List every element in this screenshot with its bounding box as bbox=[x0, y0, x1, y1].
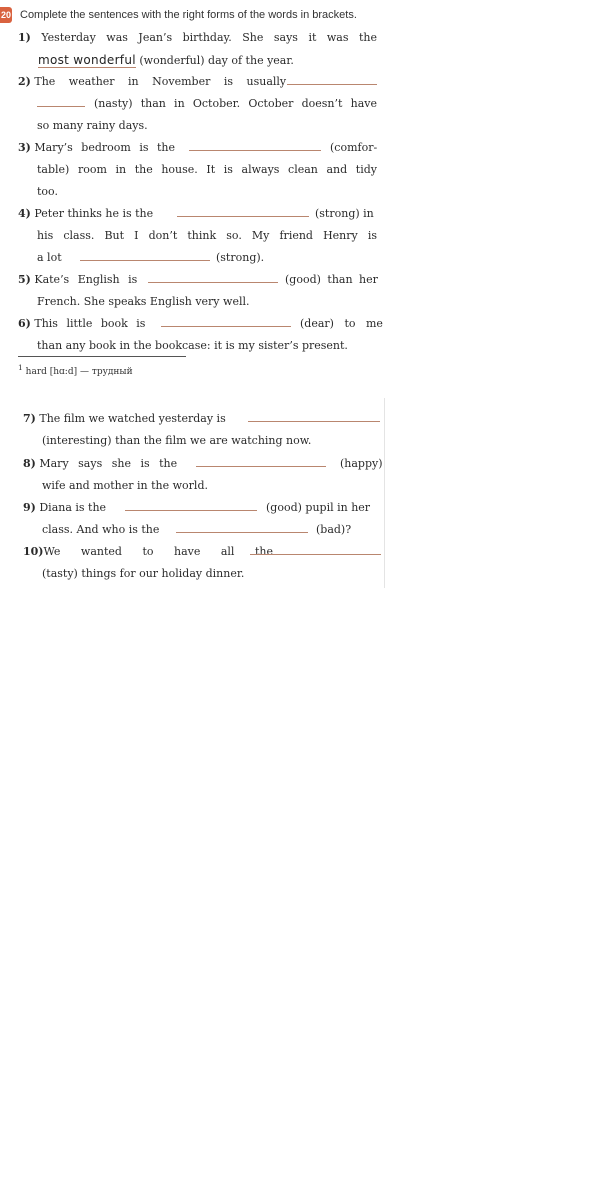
item-9-line-2a: class. And who is the bbox=[42, 523, 160, 536]
item-6-hint: (dear) to me bbox=[300, 317, 383, 330]
item-4-line-3a: a lot bbox=[37, 251, 62, 264]
item-6-line-2: than any book in the bookcase: it is my sister’s present. bbox=[37, 339, 348, 352]
item-10-line-2: (tasty) things for our holiday dinner. bbox=[42, 567, 245, 580]
answer-blank-2b[interactable] bbox=[37, 97, 85, 107]
answer-blank-2a[interactable] bbox=[287, 75, 377, 85]
item-2-line-2: (nasty) than in October. October doesn’t have bbox=[94, 97, 377, 110]
exercise-header bbox=[0, 6, 357, 24]
item-2-line-1: 2) The weather in November is usually bbox=[18, 75, 287, 88]
item-3-line-2: table) room in the house. It is always clean and tidy bbox=[37, 163, 377, 176]
item-8-hint: (happy) bbox=[340, 457, 383, 470]
item-10-line-1: 10)We wanted to have all the bbox=[23, 545, 273, 558]
answer-blank-9b[interactable] bbox=[176, 523, 308, 533]
item-3-line-1: 3) Mary’s bedroom is the bbox=[18, 141, 175, 154]
item-5-line-1: 5) Kate’s English is bbox=[18, 273, 138, 286]
item-5-hint: (good) than her bbox=[285, 273, 378, 286]
answer-blank-3[interactable] bbox=[189, 141, 321, 151]
item-1-line-1: 1) Yesterday was Jean’s birthday. She says it was the bbox=[18, 31, 377, 44]
item-8-line-1: 8) Mary says she is the bbox=[23, 457, 178, 470]
item-7-line-2: (interesting) than the film we are watching now. bbox=[42, 434, 312, 447]
item-6-line-1: 6) This little book is bbox=[18, 317, 146, 330]
item-7-line-1: 7) The film we watched yesterday is bbox=[23, 412, 226, 425]
answer-blank-10[interactable] bbox=[250, 545, 381, 555]
answer-blank-8[interactable] bbox=[196, 457, 326, 467]
item-2-line-3: so many rainy days. bbox=[37, 119, 148, 132]
item-9-line-1: 9) Diana is the bbox=[23, 501, 107, 514]
item-4-line-2: his class. But I don’t think so. My friend Henry is bbox=[37, 229, 377, 242]
answer-blank-7[interactable] bbox=[248, 412, 380, 422]
footnote: $^1$ hard [hɑ:d] — трудный bbox=[18, 363, 133, 377]
item-3-line-3: too. bbox=[37, 185, 58, 198]
item-4-line-1: 4) Peter thinks he is the bbox=[18, 207, 154, 220]
exercise-number-badge: 20 bbox=[0, 7, 12, 23]
item-4-hint: (strong) in bbox=[315, 207, 374, 220]
exercise-instruction: Complete the sentences with the right forms of the words in brackets. bbox=[20, 9, 357, 21]
answer-handwritten: most wonderful bbox=[38, 53, 136, 67]
item-9-hint-2: (bad)? bbox=[316, 523, 352, 536]
answer-blank-9a[interactable] bbox=[125, 501, 257, 511]
footnote-divider bbox=[18, 356, 186, 357]
answer-blank-5[interactable] bbox=[148, 273, 278, 283]
answer-blank-4a[interactable] bbox=[177, 207, 309, 217]
item-3-hint: (comfor- bbox=[330, 141, 378, 154]
page-edge-rule bbox=[384, 398, 385, 588]
answer-blank-4b[interactable] bbox=[80, 251, 210, 261]
item-9-hint-1: (good) pupil in her bbox=[266, 501, 371, 514]
item-8-line-2: wife and mother in the world. bbox=[42, 479, 208, 492]
item-4-line-3b: (strong). bbox=[216, 251, 265, 264]
item-1-line-2: most wonderful (wonderful) day of the year. bbox=[38, 53, 294, 67]
answer-blank-6[interactable] bbox=[161, 317, 291, 327]
item-5-line-2: French. She speaks English very well. bbox=[37, 295, 250, 308]
